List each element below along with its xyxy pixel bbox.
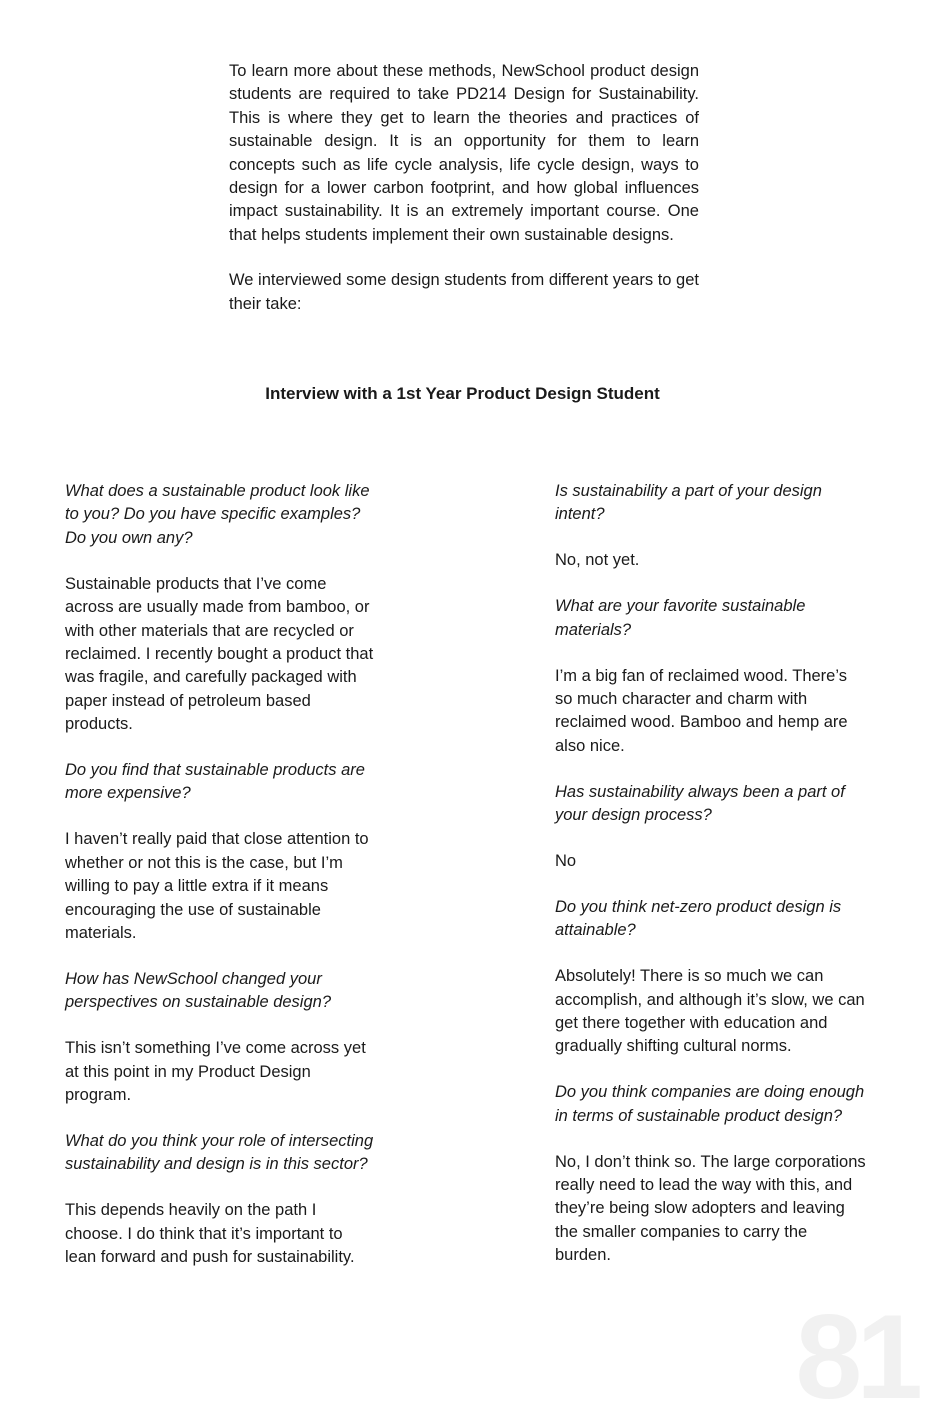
left-column — [65, 480, 375, 1292]
qa-item — [65, 1130, 375, 1270]
intro-section — [229, 60, 699, 338]
question: Is sustainability a part of your design intent? — [555, 482, 822, 524]
qa-item — [555, 595, 867, 758]
page-number: 81 — [795, 1290, 917, 1424]
question: Do you find that sustainable products are more expensive? — [65, 761, 365, 803]
intro-paragraph: To learn more about these methods, NewSchool product design students are required to take PD214 Design for Sustainability. This is where they get to learn the theories and practices of sustainable design. It is an opportunity for them to learn concepts such as life cycle analysis, life cycle design, ways to design for a lower carbon footprint, and how global influences impact sustainability. It is an extremely important course. One that helps students implement their own sustainable designs. — [229, 62, 699, 244]
question: How has NewSchool changed your perspectives on sustainable design? — [65, 969, 332, 1012]
answer: No, I don’t think so. The large corporations really need to lead the way with this, and they’re being slow adopters and leaving the smaller companies to carry the burden. — [555, 1152, 866, 1265]
qa-item — [65, 480, 375, 737]
answer: Sustainable products that I’ve come across are usually made from bamboo, or with other materials that are recycled or reclaimed. I recently bought a product that was fragile, and carefully packaged with paper instead of petroleum based products. — [65, 574, 374, 734]
qa-item — [555, 1081, 867, 1267]
qa-item — [555, 896, 867, 1059]
right-column — [555, 480, 867, 1290]
question: What does a sustainable product look like to you? Do you have specific examples? Do you own any? — [65, 482, 370, 547]
answer: I’m a big fan of reclaimed wood. There’s so much character and charm with reclaimed wood. Bamboo and hemp are also nice. — [555, 666, 848, 755]
qa-item — [65, 759, 375, 945]
answer: No, not yet. — [555, 551, 640, 570]
question: What do you think your role of intersecting sustainability and design is in this sector? — [65, 1131, 374, 1174]
answer: This depends heavily on the path I choose. I do think that it’s important to lean forward and push for sustainability. — [65, 1201, 355, 1267]
answer: Absolutely! There is so much we can accomplish, and although it’s slow, we can get there together with education and gradually shifting cultural norms. — [555, 967, 865, 1056]
question: What are your favorite sustainable materials? — [555, 597, 806, 639]
question: Do you think net-zero product design is attainable? — [555, 897, 842, 940]
intro-paragraph: We interviewed some design students from different years to get their take: — [229, 271, 699, 313]
question: Do you think companies are doing enough in terms of sustainable product design? — [555, 1083, 865, 1125]
qa-item — [555, 781, 867, 874]
question: Has sustainability always been a part of your design process? — [555, 782, 845, 825]
answer: No — [555, 851, 577, 870]
answer: I haven’t really paid that close attention to whether or not this is the case, but I’m willing to pay a little extra if it means encouraging the use of sustainable materials. — [65, 830, 369, 942]
qa-item — [65, 968, 375, 1108]
qa-item — [555, 480, 867, 573]
answer: This isn’t something I’ve come across yet at this point in my Product Design program. — [65, 1039, 366, 1105]
interview-title: Interview with a 1st Year Product Design Student — [265, 384, 660, 403]
